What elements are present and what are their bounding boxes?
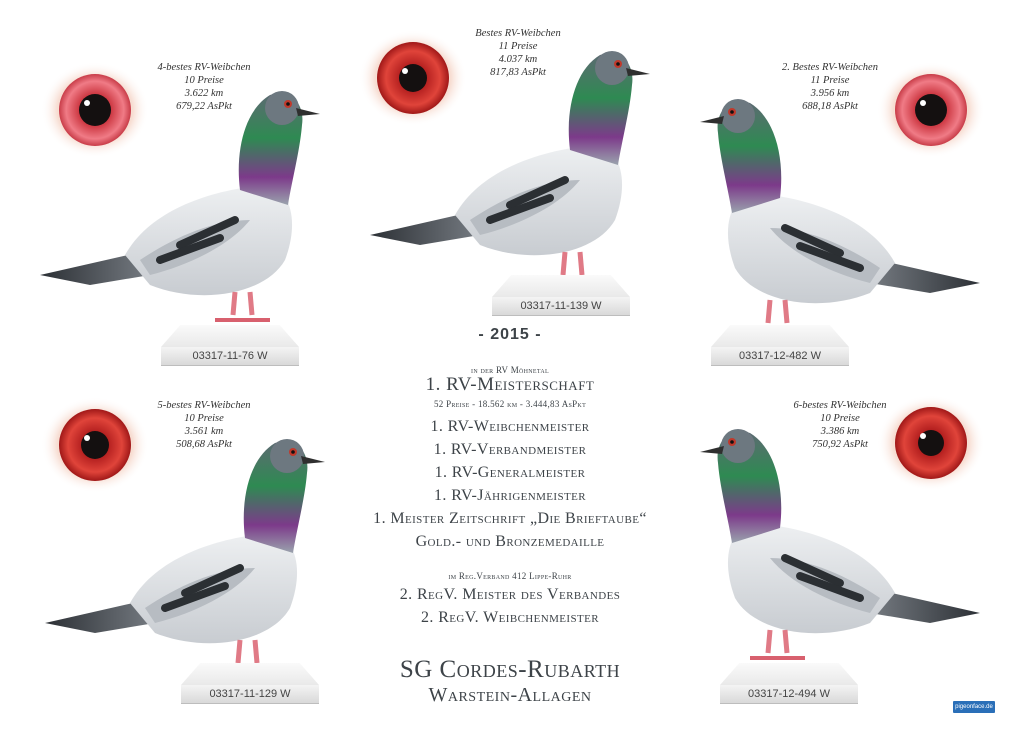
website-badge: pigeonface.de bbox=[953, 701, 995, 713]
title-line: 1. RV-Jährigenmeister bbox=[434, 487, 586, 504]
pigeon-photo bbox=[30, 70, 330, 330]
ring-number: 03317-12-494 W bbox=[720, 685, 858, 704]
verband-intro: im Reg.Verband 412 Lippe-Ruhr bbox=[448, 571, 572, 581]
title-line: 1. RV-Verbandmeister bbox=[433, 441, 587, 458]
main-subtitle: 52 Preise - 18.562 km - 3.444,83 AsPkt bbox=[433, 399, 587, 409]
title-line: 1. RV-Generalmeister bbox=[434, 464, 586, 481]
title-line: 1. Meister Zeitschrift „Die Brieftaube“ bbox=[373, 510, 647, 527]
pigeon-caption: Bestes RV-Weibchen 11 Preise 4.037 km 817,83 AsPkt bbox=[475, 28, 561, 78]
pigeon-caption: 5-bestes RV-Weibchen 10 Preise 3.561 km 508,68 AsPkt bbox=[157, 400, 251, 450]
pedestal bbox=[181, 663, 319, 685]
ring-number: 03317-11-139 W bbox=[492, 297, 630, 316]
loft-location: Warstein-Allagen bbox=[428, 684, 592, 706]
region-intro: in der RV Möhnetal bbox=[471, 365, 549, 375]
pigeon-photo bbox=[35, 418, 335, 678]
verband-title-line: 2. RegV. Meister des Verbandes bbox=[399, 586, 621, 603]
pigeon-photo bbox=[690, 408, 990, 668]
pedestal bbox=[720, 663, 858, 685]
pigeon-caption: 6-bestes RV-Weibchen 10 Preise 3.386 km 750,92 AsPkt bbox=[793, 400, 887, 450]
verband-title-line: 2. RegV. Weibchenmeister bbox=[421, 609, 599, 626]
pigeon-photo bbox=[360, 30, 660, 290]
title-line: 1. RV-Weibchenmeister bbox=[430, 418, 590, 435]
loft-name: SG Cordes-Rubarth bbox=[399, 656, 621, 683]
ring-number: 03317-11-76 W bbox=[161, 347, 299, 366]
ring-number: 03317-12-482 W bbox=[711, 347, 849, 366]
pigeon-caption: 4-bestes RV-Weibchen 10 Preise 3.622 km 679,22 AsPkt bbox=[157, 62, 251, 112]
title-line: Gold.- und Bronzemedaille bbox=[415, 533, 605, 550]
pigeon-photo bbox=[690, 78, 990, 338]
pedestal bbox=[492, 275, 630, 297]
main-title: 1. RV-Meisterschaft bbox=[425, 374, 595, 395]
ring-number: 03317-11-129 W bbox=[181, 685, 319, 704]
year-heading: - 2015 - bbox=[478, 326, 542, 343]
pigeon-caption: 2. Bestes RV-Weibchen 11 Preise 3.956 km 688,18 AsPkt bbox=[782, 62, 878, 112]
pedestal bbox=[711, 325, 849, 347]
pedestal bbox=[161, 325, 299, 347]
